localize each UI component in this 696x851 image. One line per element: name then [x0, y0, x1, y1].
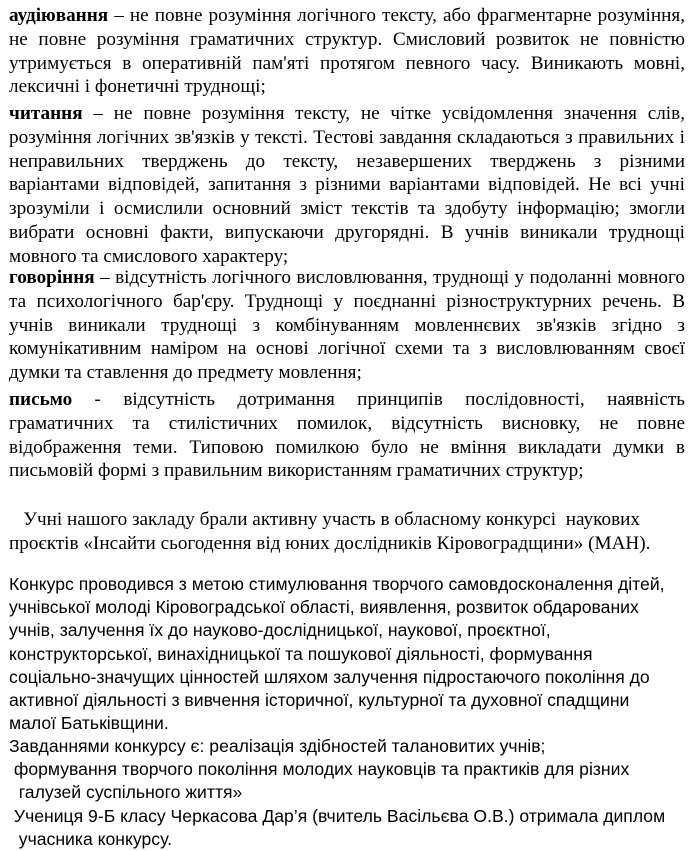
tasks-line: Завданнями конкурсу є: реалізація здібностей талановитих учнів; [9, 736, 546, 756]
participation-paragraph: Учні нашого закладу брали активну участь в обласному конкурсі наукових проєктів «Інсайти сьогодення від юних дослідників Кіровоградщини» (МАН). [9, 509, 651, 554]
tasks-line: учасника конкурсу. [9, 828, 173, 849]
tasks-line: Учениця 9-Б класу Черкасова Дар’я (вчитель Васільєва О.В.) отримала диплом [9, 805, 666, 826]
item-term: письмо [9, 389, 73, 410]
item-term: говоріння [9, 267, 95, 288]
contest-line: соціально-значущих цінностей шляхом залучення підростаючого покоління до [9, 666, 650, 687]
item-term: аудіювання [9, 5, 109, 26]
tasks-line: галузей суспільного життя» [9, 782, 243, 803]
item-reading [9, 102, 685, 269]
contest-line: малої Батьківщини. [9, 713, 169, 734]
item-text: – відсутність логічного висловлювання, труднощі у подоланні мовного та психологічного бар'єру. Труднощі у поєднанні різноструктурних речень. В учнів виникали труднощі з комбінуванням мовленнєвих зв'язків згідно з комунікативним наміром на основі логічної схеми та з висловлюванням своєї думки та ставлення до предмету мовлення; [9, 267, 685, 384]
contest-line: активної діяльності з вивчення історичної, культурної та духовної спадщини [9, 690, 630, 711]
item-writing [9, 388, 685, 483]
item-text: – не повне розуміння логічного тексту, або фрагментарне розуміння, не повне розуміння граматичних структур. Смисловий розвиток не повністю утримується в оперативній пам'яті протягом певного часу. Виникають мовні, лексичні і фонетичні труднощі; [9, 5, 685, 98]
contest-paragraph [9, 573, 685, 735]
item-text: – не повне розуміння тексту, не чітке усвідомлення значення слів, розуміння логічних зв'язків у тексті. Тестові завдання складаються з правильних і неправильних тверджень до тексту, незавершених тверджень з різними варіантами відповідей, запитання з різними варіантами відповідей. Не всі учні зрозуміли і осмислили основний зміст текстів та здобуту інформацію; змогли вибрати основні факти, випускаючи другорядні. В учнів виникали труднощі мовного та смислового характеру; [9, 103, 685, 267]
contest-line: учнів, залучення їх до науково-дослідницької, наукової, проєктної, [9, 620, 551, 641]
item-speaking [9, 266, 685, 385]
item-term: читання [9, 103, 83, 124]
item-listening [9, 4, 685, 99]
item-text: - відсутність дотримання принципів послідовності, наявність граматичних та стилістичних помилок, відсутність висновку, не повне відображення теми. Типовою помилкою було не вміння викладати думки в письмовій формі з правильним використанням граматичних структур; [9, 389, 685, 482]
tasks-paragraph [9, 735, 685, 851]
contest-line: конструкторської, винахідницької та пошукової діяльності, формування [9, 643, 593, 664]
contest-line: учнівської молоді Кіровоградської області, виявлення, розвиток обдарованих [9, 597, 639, 618]
tasks-line: формування творчого покоління молодих науковців та практиків для різних [9, 759, 630, 780]
contest-line: Конкурс проводився з метою стимулювання творчого самовдосконалення дітей, [9, 574, 665, 594]
